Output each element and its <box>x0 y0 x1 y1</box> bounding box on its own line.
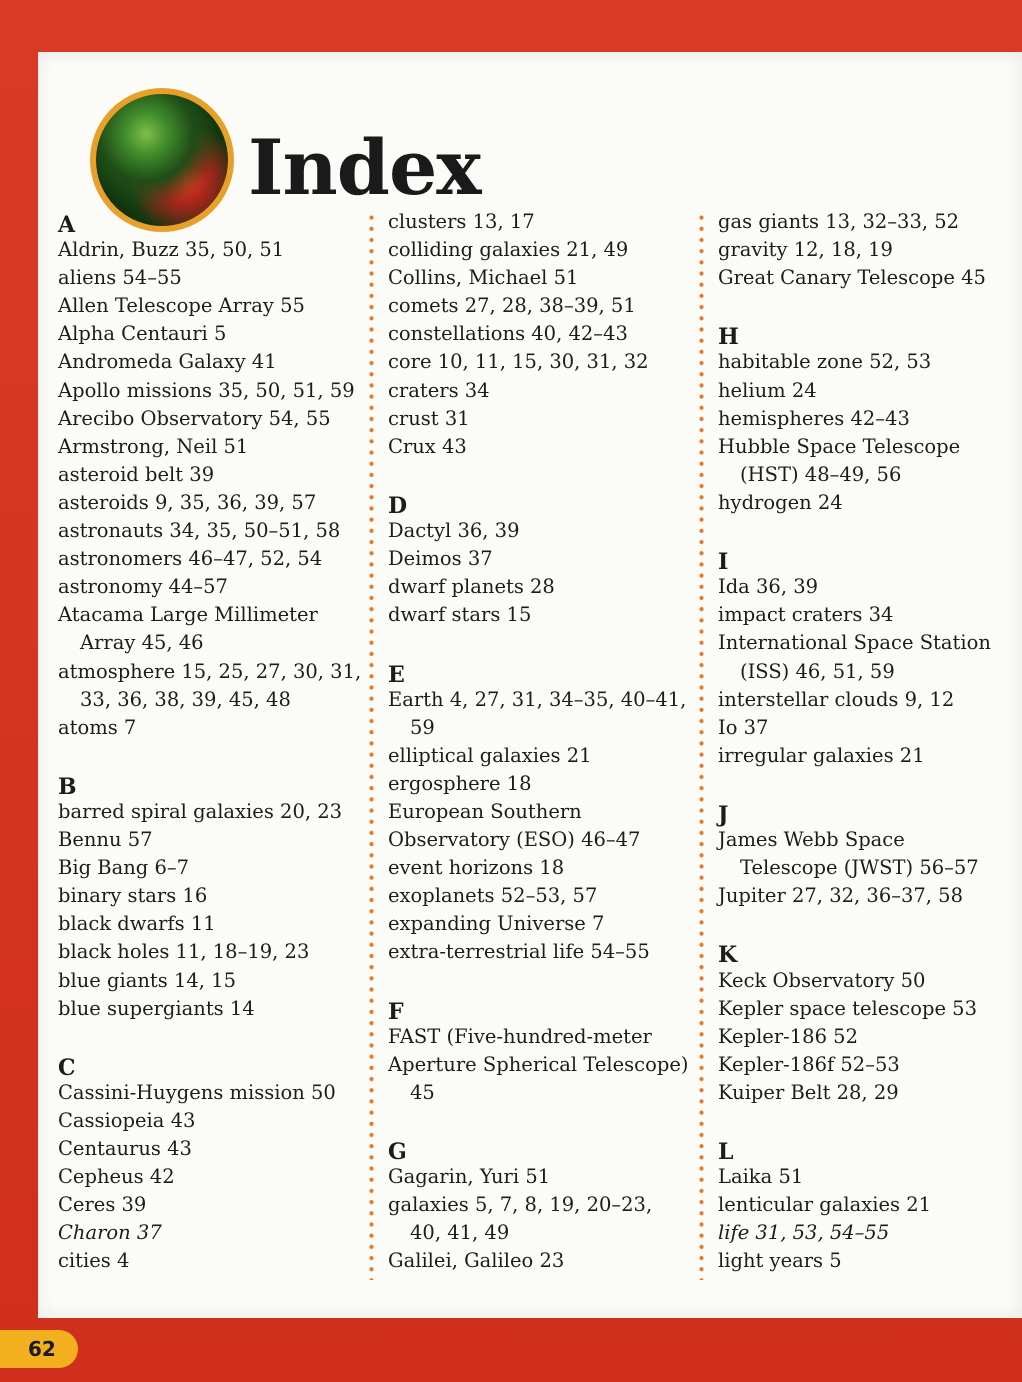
section-b <box>58 770 363 1023</box>
index-entry: Arecibo Observatory 54, 55 <box>58 406 331 430</box>
index-entry: extra-terrestrial life 54–55 <box>388 940 650 964</box>
section-f <box>388 995 688 1107</box>
index-entry: Observatory (ESO) 46–47 <box>388 828 641 852</box>
section-letter: K <box>718 942 738 969</box>
index-entry: Allen Telescope Array 55 <box>58 294 305 318</box>
index-entry: Aldrin, Buzz 35, 50, 51 <box>58 238 285 262</box>
index-entry: Cepheus 42 <box>58 1165 175 1189</box>
index-entry: Galilei, Galileo 23 <box>388 1249 565 1273</box>
index-entry: European Southern <box>388 799 582 823</box>
index-entry: Kepler-186f 52–53 <box>718 1052 900 1076</box>
index-column-3 <box>718 208 1008 1276</box>
index-entry: expanding Universe 7 <box>388 912 605 936</box>
index-entry: constellations 40, 42–43 <box>388 322 628 346</box>
index-entry: asteroids 9, 35, 36, 39, 57 <box>58 490 317 514</box>
index-entry: event horizons 18 <box>388 856 565 880</box>
index-entry: Atacama Large Millimeter Array 45, 46 <box>58 603 318 655</box>
index-entry: life 31, 53, 54–55 <box>718 1221 890 1245</box>
index-entry: galaxies 5, 7, 8, 19, 20–23, 40, 41, 49 <box>388 1193 653 1245</box>
index-entry: Io 37 <box>718 715 769 739</box>
index-entry: colliding galaxies 21, 49 <box>388 238 629 262</box>
index-entry: atmosphere 15, 25, 27, 30, 31, 33, 36, 38, 39, 45, 48 <box>58 659 362 711</box>
index-entry: light years 5 <box>718 1249 842 1273</box>
index-entry: Alpha Centauri 5 <box>58 322 227 346</box>
index-entry: astronomers 46–47, 52, 54 <box>58 547 323 571</box>
index-entry: Centaurus 43 <box>58 1137 192 1161</box>
index-entry: asteroid belt 39 <box>58 462 215 486</box>
section-i <box>718 545 1008 770</box>
index-entry: binary stars 16 <box>58 884 208 908</box>
index-entry: aliens 54–55 <box>58 266 182 290</box>
section-j <box>718 798 1008 910</box>
index-entry: FAST (Five-hundred-meter <box>388 1024 652 1048</box>
index-entry: helium 24 <box>718 378 817 402</box>
section-d <box>388 489 688 629</box>
index-entry: elliptical galaxies 21 <box>388 743 592 767</box>
index-entry: core 10, 11, 15, 30, 31, 32 <box>388 350 649 374</box>
index-entry: craters 34 <box>388 378 490 402</box>
index-entry: interstellar clouds 9, 12 <box>718 687 955 711</box>
index-entry: James Webb Space Telescope (JWST) 56–57 <box>718 828 979 880</box>
section-letter: H <box>718 324 739 351</box>
index-entry: Dactyl 36, 39 <box>388 519 520 543</box>
index-entry: habitable zone 52, 53 <box>718 350 932 374</box>
section-e <box>388 658 688 967</box>
section-letter: G <box>388 1139 407 1166</box>
section-a <box>58 208 363 742</box>
index-entry: dwarf stars 15 <box>388 603 532 627</box>
page-title: Index <box>248 123 481 212</box>
index-entry: Earth 4, 27, 31, 34–35, 40–41, 59 <box>388 687 687 739</box>
section-letter: A <box>58 212 76 238</box>
index-entry: Kepler space telescope 53 <box>718 996 977 1020</box>
section-k <box>718 938 1008 1107</box>
index-entry: Charon 37 <box>58 1221 162 1245</box>
section-letter: E <box>388 661 405 688</box>
index-entry: Great Canary Telescope 45 <box>718 266 986 290</box>
section-c <box>58 1051 363 1276</box>
index-entry: atoms 7 <box>58 715 137 739</box>
index-entry: International Space Station (ISS) 46, 51, 59 <box>718 631 991 683</box>
index-entry: gravity 12, 18, 19 <box>718 238 893 262</box>
index-entry: exoplanets 52–53, 57 <box>388 884 598 908</box>
index-entry: Collins, Michael 51 <box>388 266 579 290</box>
index-entry: crust 31 <box>388 406 470 430</box>
index-entry: black holes 11, 18–19, 23 <box>58 940 310 964</box>
section-letter: I <box>718 549 729 576</box>
index-entry: black dwarfs 11 <box>58 912 216 936</box>
index-entry: 45 <box>410 1080 435 1104</box>
index-column-1 <box>58 208 363 1276</box>
index-entry: Apollo missions 35, 50, 51, 59 <box>58 378 355 402</box>
section-letter: B <box>58 773 77 800</box>
index-entry: barred spiral galaxies 20, 23 <box>58 799 343 823</box>
index-entry: Armstrong, Neil 51 <box>58 434 249 458</box>
section-letter: C <box>58 1054 76 1081</box>
index-entry: Kuiper Belt 28, 29 <box>718 1080 899 1104</box>
index-entry: dwarf planets 28 <box>388 575 555 599</box>
index-entry: ergosphere 18 <box>388 771 532 795</box>
index-entry: blue supergiants 14 <box>58 996 255 1020</box>
index-column-2 <box>388 208 688 1276</box>
index-entry: clusters 13, 17 <box>388 210 535 233</box>
index-entry: blue giants 14, 15 <box>58 968 236 992</box>
index-entry: hemispheres 42–43 <box>718 406 910 430</box>
index-entry: astronauts 34, 35, 50–51, 58 <box>58 519 341 543</box>
section-l <box>718 1135 1008 1275</box>
index-entry: Andromeda Galaxy 41 <box>58 350 277 374</box>
section-g <box>388 1135 688 1275</box>
index-entry: Aperture Spherical Telescope) <box>388 1052 689 1076</box>
section-letter: F <box>388 998 404 1025</box>
index-entry: Crux 43 <box>388 434 467 458</box>
index-entry: Gagarin, Yuri 51 <box>388 1165 551 1189</box>
index-entry: Keck Observatory 50 <box>718 968 926 992</box>
index-entry: impact craters 34 <box>718 603 894 627</box>
index-entry: Big Bang 6–7 <box>58 856 190 880</box>
index-entry: gas giants 13, 32–33, 52 <box>718 210 960 233</box>
index-entry: Ceres 39 <box>58 1193 147 1217</box>
index-entry: Deimos 37 <box>388 547 493 571</box>
index-entry: comets 27, 28, 38–39, 51 <box>388 294 636 318</box>
index-entry: cities 4 <box>58 1249 130 1273</box>
index-entry: Cassiopeia 43 <box>58 1109 196 1132</box>
section-c-continued <box>388 208 688 461</box>
index-entry: Hubble Space Telescope (HST) 48–49, 56 <box>718 434 961 486</box>
index-entry: astronomy 44–57 <box>58 575 228 599</box>
index-entry: Cassini-Huygens mission 50 <box>58 1080 336 1104</box>
index-entry: lenticular galaxies 21 <box>718 1193 932 1217</box>
column-divider <box>369 212 374 1280</box>
index-entry: hydrogen 24 <box>718 490 843 514</box>
index-entry: Ida 36, 39 <box>718 575 819 599</box>
index-entry: Laika 51 <box>718 1165 804 1189</box>
index-entry: Bennu 57 <box>58 828 153 852</box>
index-entry: Kepler-186 52 <box>718 1024 858 1048</box>
page-number: 62 <box>0 1330 78 1368</box>
index-entry: Jupiter 27, 32, 36–37, 58 <box>718 884 963 908</box>
section-letter: J <box>718 801 729 828</box>
section-letter: L <box>718 1139 734 1166</box>
column-divider <box>699 212 704 1280</box>
section-h <box>718 320 1008 517</box>
index-entry: irregular galaxies 21 <box>718 743 925 767</box>
section-g-continued <box>718 208 1008 292</box>
section-letter: D <box>388 492 408 519</box>
